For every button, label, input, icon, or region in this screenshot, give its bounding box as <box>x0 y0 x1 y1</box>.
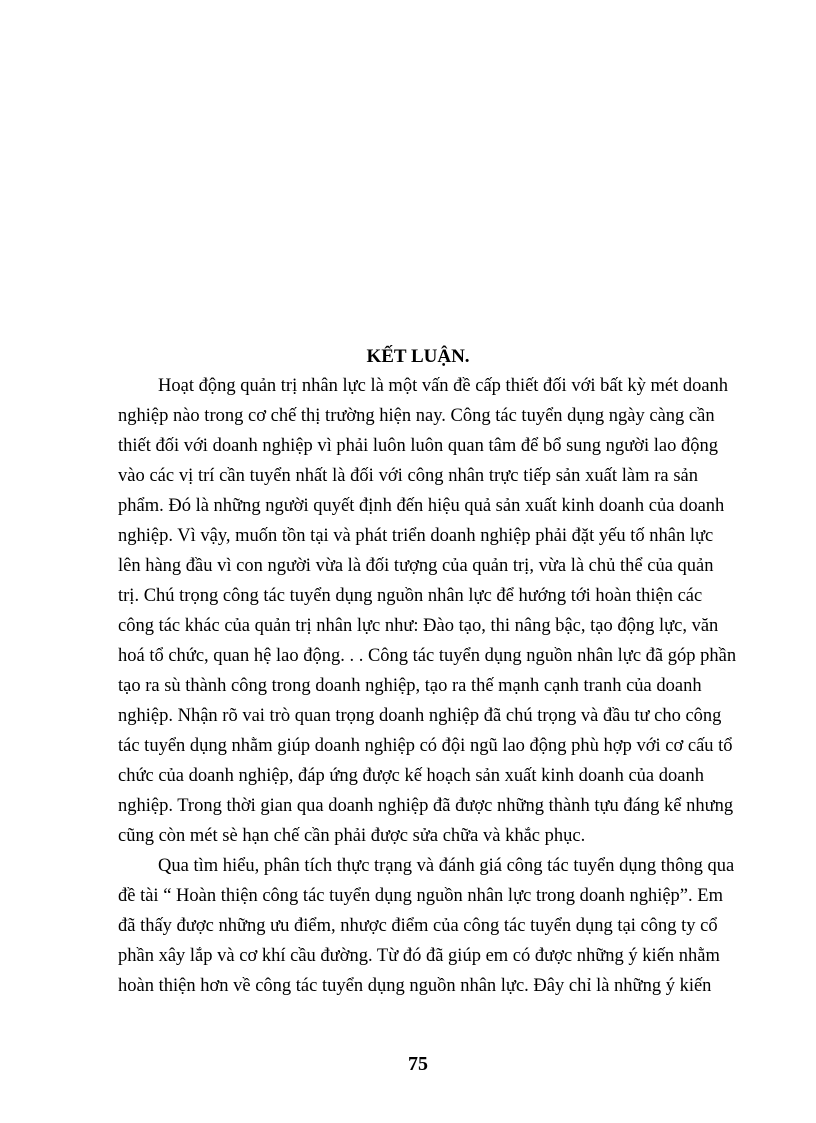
paragraph-line: phẩm. Đó là những người quyết định đến hiệu quả sản xuất kinh doanh của doanh <box>118 496 725 516</box>
section-title: KẾT LUẬN. <box>366 346 470 367</box>
paragraph-line: trị. Chú trọng công tác tuyển dụng nguồn nhân lực để hướng tới hoàn thiện các <box>118 586 703 606</box>
paragraph-line: lên hàng đầu vì con người vừa là đối tượng của quản trị, vừa là chủ thể của quản <box>118 556 714 576</box>
paragraph-line: tác tuyển dụng nhằm giúp doanh nghiệp có đội ngũ lao động phù hợp với cơ cấu tổ <box>118 736 733 756</box>
paragraph-line: nghiệp. Vì vậy, muốn tồn tại và phát triển doanh nghiệp phải đặt yếu tố nhân lực <box>118 526 714 546</box>
paragraph-line: cũng còn mét sè hạn chế cần phải được sửa chữa và khắc phục. <box>118 826 586 846</box>
paragraph-line: thiết đối với doanh nghiệp vì phải luôn luôn quan tâm để bổ sung người lao động <box>118 436 718 456</box>
paragraph-line: đã thấy được những ưu điểm, nhược điểm của công tác tuyển dụng tại công ty cổ <box>118 916 718 936</box>
paragraph-line: phần xây lắp và cơ khí cầu đường. Từ đó đã giúp em có được những ý kiến nhằm <box>118 946 720 966</box>
paragraph-line: nghiệp. Nhận rõ vai trò quan trọng doanh nghiệp đã chú trọng và đầu tư cho công <box>118 706 722 726</box>
paragraph-line: nghiệp nào trong cơ chế thị trường hiện nay. Công tác tuyển dụng ngày càng cần <box>118 406 715 426</box>
paragraph-line: công tác khác của quản trị nhân lực như: Đào tạo, thi nâng bậc, tạo động lực, văn <box>118 616 719 636</box>
paragraph-line: tạo ra sù thành công trong doanh nghiệp, tạo ra thế mạnh cạnh tranh của doanh <box>118 676 702 696</box>
paragraph-line: hoá tổ chức, quan hệ lao động. . . Công tác tuyển dụng nguồn nhân lực đã góp phần <box>118 646 737 666</box>
paragraph-line: nghiệp. Trong thời gian qua doanh nghiệp đã được những thành tựu đáng kể nhưng <box>118 796 734 816</box>
paragraph-line: Hoạt động quản trị nhân lực là một vấn đề cấp thiết đối với bất kỳ mét doanh <box>158 376 729 396</box>
paragraph-line: Qua tìm hiểu, phân tích thực trạng và đánh giá công tác tuyển dụng thông qua <box>158 856 735 876</box>
paragraph-line: đề tài “ Hoàn thiện công tác tuyển dụng nguồn nhân lực trong doanh nghiệp”. Em <box>118 886 723 906</box>
paragraph-line: hoàn thiện hơn về công tác tuyển dụng nguồn nhân lực. Đây chỉ là những ý kiến <box>118 976 712 996</box>
paragraph-line: chức của doanh nghiệp, đáp ứng được kế hoạch sản xuất kinh doanh của doanh <box>118 766 704 786</box>
paragraph-line: vào các vị trí cần tuyển nhất là đối với công nhân trực tiếp sản xuất làm ra sản <box>118 466 698 486</box>
page-number: 75 <box>408 1053 428 1075</box>
